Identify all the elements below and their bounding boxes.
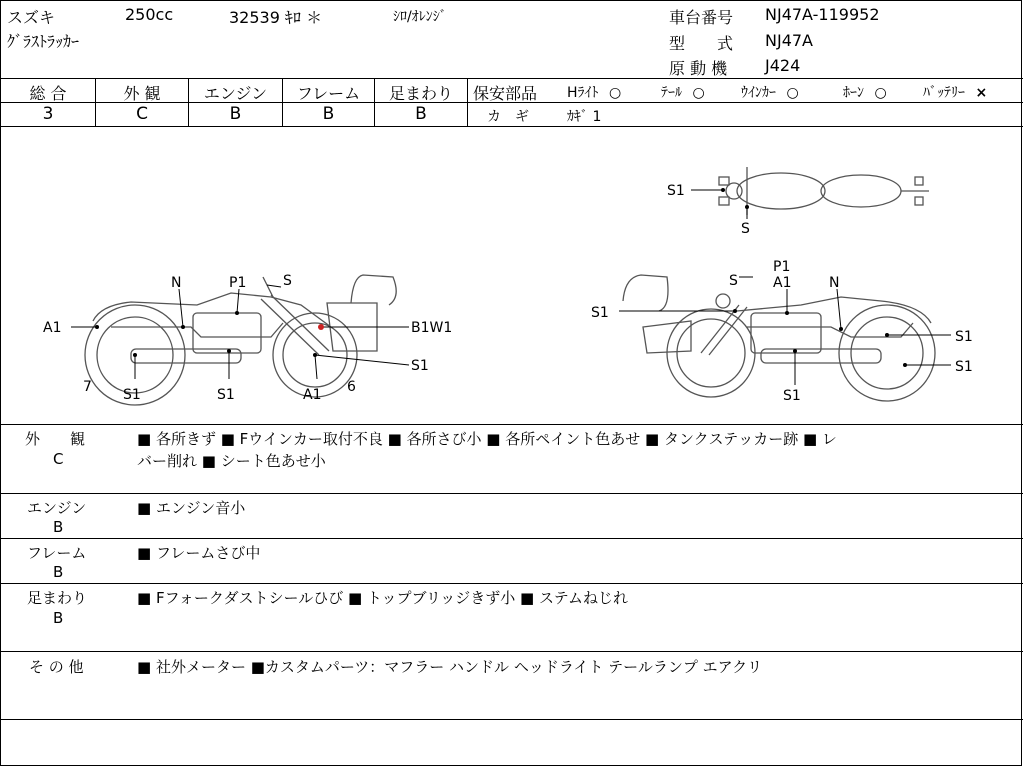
label-top-s1: S1 xyxy=(667,183,685,199)
frame-no-label: 車台番号 xyxy=(669,8,734,27)
grade-value-exterior: C xyxy=(136,104,148,124)
divider xyxy=(1,651,1023,652)
remark-grade-exterior: C xyxy=(53,450,64,468)
remark-text-exterior-1: ■ 各所きず ■ Fウインカー取付不良 ■ 各所さび小 ■ 各所ペイント色あせ ■ タンクステッカー跡 ■ レ xyxy=(137,430,837,448)
remark-label-engine: エンジン xyxy=(27,499,87,517)
label-left-s: S xyxy=(283,273,292,289)
label-right-p1: P1 xyxy=(773,259,791,275)
bike-diagram xyxy=(1,127,1021,425)
remark-text-suspension: ■ Fフォークダストシールひび ■ トップブリッジきず小 ■ ステムねじれ xyxy=(137,589,628,607)
remark-label-suspension: 足まわり xyxy=(27,589,88,607)
remark-grade-engine: B xyxy=(53,518,64,536)
label-left-6: 6 xyxy=(347,379,356,395)
safety-item-tail: ﾃｰﾙ ○ xyxy=(661,85,705,101)
grade-label-suspension: 足まわり xyxy=(388,84,453,103)
label-right-n: N xyxy=(829,275,840,291)
engine-value: J424 xyxy=(765,56,801,75)
type-label: 型 式 xyxy=(669,34,734,53)
label-left-7: 7 xyxy=(83,379,92,395)
engine-label: 原 動 機 xyxy=(669,59,728,78)
label-right-a1: A1 xyxy=(773,275,792,291)
safety-item-battery: ﾊﾞｯﾃﾘｰ × xyxy=(923,85,988,101)
type-value: NJ47A xyxy=(765,31,813,50)
remark-grade-frame: B xyxy=(53,563,64,581)
frame-no: NJ47A-119952 xyxy=(765,5,880,24)
color: ｼﾛ/ｵﾚﾝｼﾞ xyxy=(393,9,447,25)
label-top-s: S xyxy=(741,221,750,237)
divider xyxy=(468,102,1023,103)
safety-item-winker: ｳｲﾝｶｰ ○ xyxy=(741,85,799,101)
remark-text-other: ■ 社外メーター ■カスタムパーツ：マフラー ハンドル ヘッドライト テールランプ エアクリ xyxy=(137,658,763,676)
grade-label-engine: エンジン xyxy=(203,84,268,103)
divider xyxy=(1,78,1023,79)
circle-mark-icon: ○ xyxy=(692,85,705,101)
circle-mark-icon: ○ xyxy=(874,85,887,101)
label-right-s1-bottom: S1 xyxy=(783,388,801,404)
label-left-s1-a: S1 xyxy=(123,387,141,403)
divider xyxy=(467,78,468,126)
bike-top-view xyxy=(719,167,929,215)
grade-label-exterior: 外 観 xyxy=(123,84,161,103)
grade-value-engine: B xyxy=(229,104,242,124)
grade-value-total: 3 xyxy=(42,104,54,124)
label-left-b1w1: B1W1 xyxy=(411,320,453,336)
circle-mark-icon: ○ xyxy=(786,85,799,101)
maker: スズキ xyxy=(7,8,56,27)
remark-label-frame: フレーム xyxy=(27,544,87,562)
grade-label-frame: フレーム xyxy=(296,84,361,103)
cross-mark-icon: × xyxy=(975,85,988,101)
remark-grade-suspension: B xyxy=(53,609,64,627)
key-value: ｶｷﾞ 1 xyxy=(567,109,602,125)
divider xyxy=(1,583,1023,584)
mileage: 32539 ｷﾛ ＊ xyxy=(229,8,323,27)
bike-right-view xyxy=(623,275,935,401)
grade-label-total: 総 合 xyxy=(29,84,67,103)
safety-label: 保安部品 xyxy=(473,84,538,103)
divider xyxy=(1,424,1023,425)
damage-marker-icon xyxy=(318,324,324,330)
label-right-s: S xyxy=(729,273,738,289)
circle-mark-icon: ○ xyxy=(608,85,622,101)
remark-label-exterior: 外 観 xyxy=(25,430,86,448)
label-right-s1-r2: S1 xyxy=(955,359,973,375)
label-left-p1: P1 xyxy=(229,275,247,291)
label-left-s1-b: S1 xyxy=(217,387,235,403)
divider xyxy=(1,719,1023,720)
grade-value-frame: B xyxy=(322,104,335,124)
displacement: 250cc xyxy=(125,5,174,24)
safety-item-horn: ﾎｰﾝ ○ xyxy=(843,85,887,101)
key-label: カ ギ xyxy=(487,109,529,125)
divider xyxy=(1,538,1023,539)
remark-text-frame: ■ フレームさび中 xyxy=(137,544,261,562)
label-left-n: N xyxy=(171,275,182,291)
model-name: ｸﾞﾗｽﾄﾗｯｶｰ xyxy=(7,32,80,51)
label-left-a1-bottom: A1 xyxy=(303,387,322,403)
label-left-s1-right: S1 xyxy=(411,358,429,374)
safety-item-headlight: Hﾗｲﾄ ○ xyxy=(567,85,622,101)
label-right-s1-r1: S1 xyxy=(955,329,973,345)
grade-value-suspension: B xyxy=(415,104,427,124)
label-left-a1: A1 xyxy=(43,320,62,336)
remark-text-engine: ■ エンジン音小 xyxy=(137,499,246,517)
divider xyxy=(1,493,1023,494)
remark-text-exterior-2: バー削れ ■ シート色あせ小 xyxy=(137,452,326,470)
label-right-s1-left: S1 xyxy=(591,305,609,321)
remark-label-other: そ の 他 xyxy=(29,658,84,676)
